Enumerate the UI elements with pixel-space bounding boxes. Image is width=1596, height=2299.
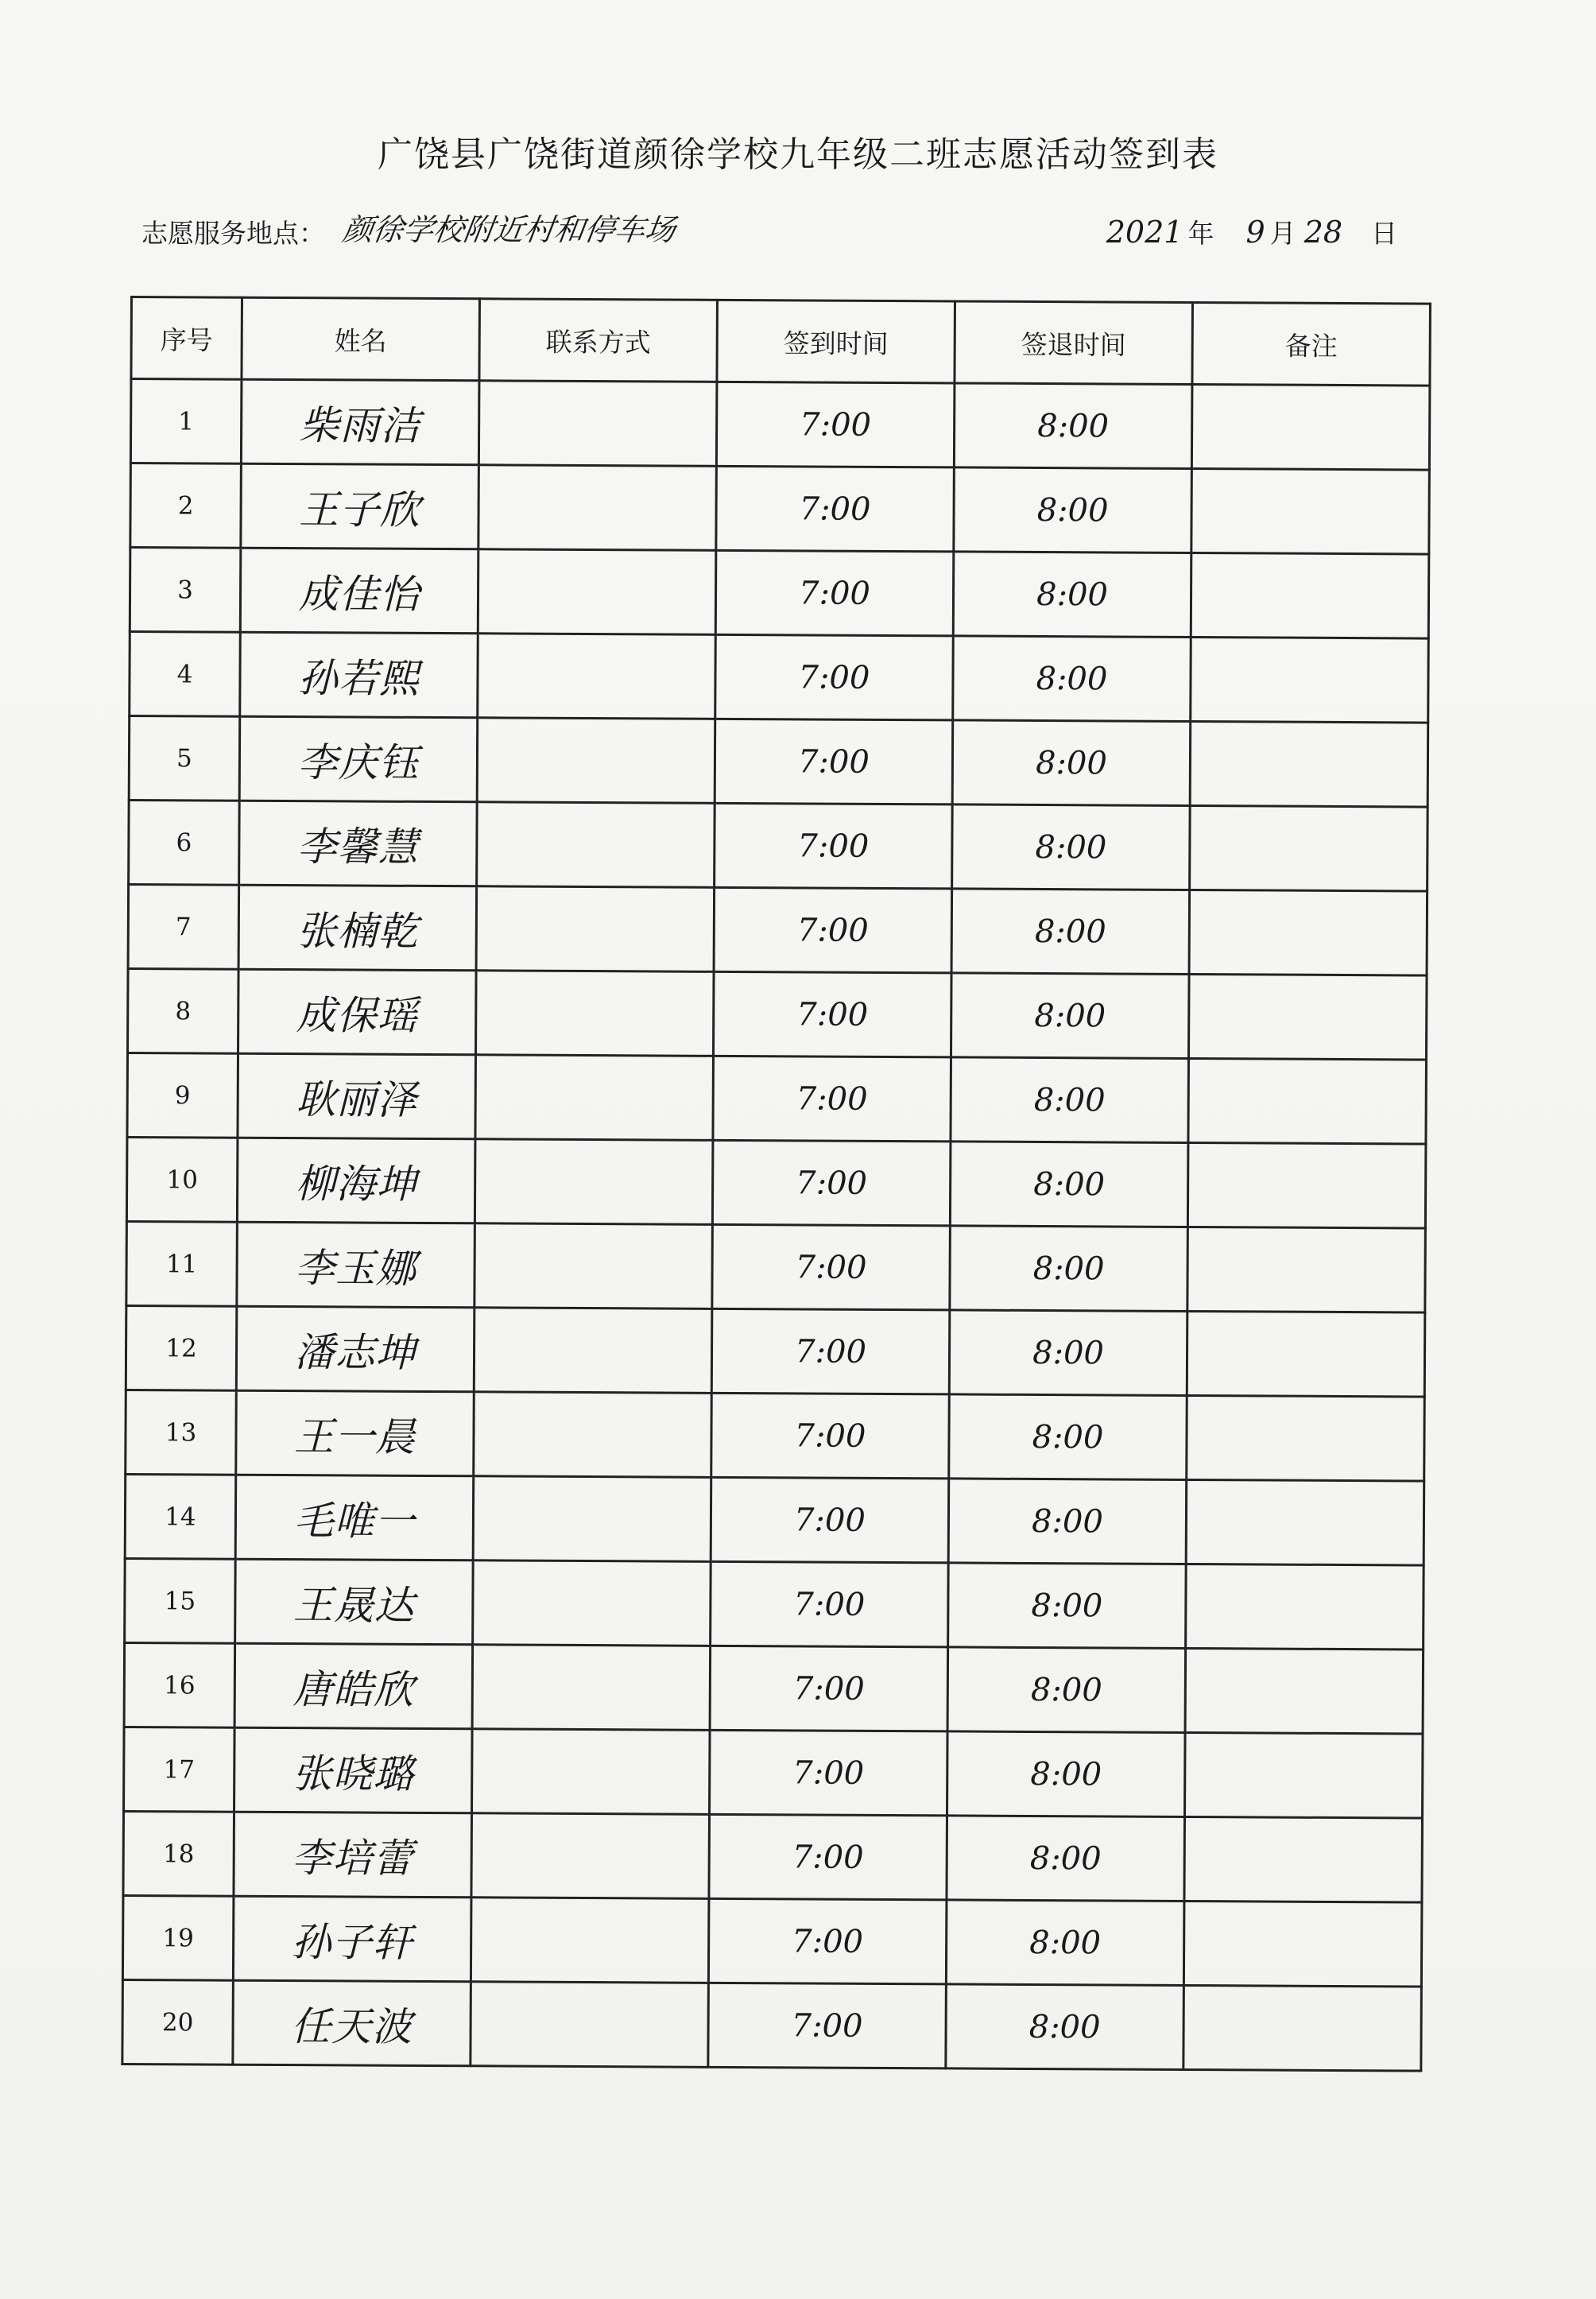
contact-info (477, 802, 715, 888)
participant-name: 李培蕾 (234, 1812, 472, 1898)
contact-info (475, 1055, 714, 1141)
row-number: 13 (126, 1390, 237, 1475)
sign-out-time: 8:00 (948, 1479, 1187, 1564)
row-number: 20 (122, 1979, 234, 2064)
row-number: 6 (129, 800, 240, 885)
sign-in-time: 7:00 (714, 971, 952, 1057)
row-number: 17 (124, 1727, 235, 1812)
row-number: 2 (130, 463, 242, 549)
table-body (122, 379, 1430, 2072)
note-cell (1190, 721, 1428, 807)
participant-name: 李庆钰 (239, 716, 478, 802)
note-cell (1187, 1142, 1426, 1228)
sign-out-time: 8:00 (954, 467, 1192, 553)
table-row (128, 884, 1427, 975)
contact-info (471, 1898, 709, 1983)
contact-info (478, 381, 717, 467)
row-number: 3 (130, 548, 241, 633)
table-row (129, 716, 1428, 808)
participant-name: 耿丽泽 (238, 1053, 476, 1139)
sign-out-time: 8:00 (949, 1310, 1187, 1396)
note-cell (1186, 1564, 1424, 1650)
contact-info (477, 718, 715, 804)
participant-name: 张晓璐 (234, 1727, 473, 1813)
row-number: 16 (124, 1642, 235, 1727)
sign-in-time: 7:00 (712, 1224, 951, 1310)
date-day: 28 (1304, 215, 1342, 250)
table-row (129, 800, 1428, 891)
note-cell (1191, 384, 1430, 470)
attendance-table (121, 296, 1431, 2072)
participant-name: 李玉娜 (237, 1222, 475, 1308)
contact-info (478, 465, 717, 551)
note-cell (1191, 468, 1430, 554)
table-header-row (131, 297, 1431, 386)
table-row (123, 1811, 1423, 1902)
row-number: 14 (125, 1474, 236, 1559)
contact-info (473, 1476, 711, 1562)
sign-in-time: 7:00 (711, 1561, 949, 1647)
participant-name: 柴雨洁 (241, 379, 479, 465)
date-year-label: 年 (1187, 218, 1214, 249)
location-label: 志愿服务地点： (141, 218, 325, 249)
location-value: 颜徐学校附近村和停车场 (340, 212, 678, 247)
participant-name: 王子欣 (241, 463, 479, 549)
participant-name: 成佳怡 (240, 548, 478, 634)
sign-out-time: 8:00 (947, 1647, 1186, 1733)
sign-out-time: 8:00 (946, 1900, 1184, 1986)
note-cell (1189, 890, 1427, 975)
table-row (124, 1727, 1424, 1818)
sign-out-time: 8:00 (950, 1226, 1188, 1312)
sign-out-time: 8:00 (952, 804, 1191, 890)
participant-name: 毛唯一 (235, 1475, 474, 1560)
sign-out-time: 8:00 (946, 1984, 1184, 2070)
sign-in-time: 7:00 (716, 466, 955, 552)
date-month-label: 月 (1269, 218, 1296, 249)
sign-out-time: 8:00 (951, 1057, 1189, 1143)
sign-out-time: 8:00 (951, 889, 1190, 975)
table-row (130, 379, 1430, 471)
sign-in-time: 7:00 (713, 1056, 951, 1142)
participant-name: 柳海坤 (237, 1138, 475, 1223)
participant-name: 张楠乾 (238, 885, 477, 971)
row-number: 4 (130, 632, 241, 717)
note-cell (1187, 1395, 1425, 1481)
table-row (122, 1895, 1422, 1987)
note-cell (1188, 1058, 1427, 1144)
sign-out-time: 8:00 (949, 1394, 1187, 1480)
sign-in-time: 7:00 (710, 1646, 948, 1731)
sign-out-time: 8:00 (953, 636, 1191, 722)
participant-name: 成保瑶 (238, 969, 477, 1055)
participant-name: 孙若熙 (240, 632, 478, 718)
sign-in-time: 7:00 (710, 1730, 948, 1816)
note-cell (1183, 1901, 1422, 1987)
note-cell (1191, 552, 1429, 638)
table-row (125, 1558, 1424, 1650)
participant-name: 潘志坤 (236, 1306, 475, 1392)
participant-name: 任天波 (233, 1980, 471, 2066)
table-row (130, 548, 1429, 639)
sign-out-time: 8:00 (952, 720, 1191, 806)
contact-info (472, 1645, 711, 1731)
contact-info (474, 1308, 712, 1394)
row-number: 8 (128, 968, 239, 1053)
contact-info (476, 886, 715, 972)
note-cell (1187, 1311, 1425, 1397)
sign-out-time: 8:00 (951, 973, 1189, 1059)
note-cell (1190, 805, 1428, 891)
page-title: 广饶县广饶街道颜徐学校九年级二班志愿活动签到表 (378, 134, 1218, 175)
row-number: 1 (130, 379, 242, 464)
table-row (130, 632, 1429, 723)
contact-info (474, 1392, 712, 1478)
note-cell (1183, 1985, 1422, 2071)
table-row (126, 1221, 1426, 1312)
table-row (126, 1305, 1425, 1397)
row-number: 9 (127, 1053, 238, 1138)
sign-in-time: 7:00 (715, 803, 953, 889)
date (1098, 213, 1397, 250)
contact-info (471, 1982, 709, 2068)
sign-out-time: 8:00 (948, 1563, 1187, 1649)
sign-in-time: 7:00 (708, 1983, 947, 2068)
sign-out-time: 8:00 (953, 552, 1191, 638)
date-day-label: 日 (1371, 218, 1397, 249)
sign-in-time: 7:00 (715, 719, 953, 804)
contact-info (476, 971, 715, 1056)
note-cell (1186, 1479, 1424, 1565)
sign-in-time: 7:00 (712, 1140, 951, 1226)
note-cell (1185, 1648, 1424, 1734)
sign-in-time: 7:00 (714, 887, 952, 973)
sign-in-time: 7:00 (716, 382, 955, 467)
sign-in-time: 7:00 (711, 1308, 950, 1394)
sign-out-time: 8:00 (947, 1816, 1185, 1902)
header-sign-in-time: 签到时间 (717, 300, 955, 383)
contact-info (478, 634, 716, 719)
row-number: 5 (129, 716, 240, 801)
sign-in-time: 7:00 (711, 1393, 950, 1479)
participant-name: 孙子轩 (233, 1896, 471, 1982)
sign-in-time: 7:00 (715, 550, 954, 636)
row-number: 18 (123, 1811, 234, 1896)
table-row (126, 1390, 1425, 1481)
header-name: 姓名 (242, 297, 480, 381)
sign-out-time: 8:00 (954, 383, 1192, 469)
table-row (130, 463, 1430, 555)
sign-in-time: 7:00 (709, 1814, 947, 1900)
contact-info (478, 549, 716, 635)
sign-in-time: 7:00 (711, 1477, 949, 1563)
row-number: 10 (126, 1137, 238, 1222)
row-number: 12 (126, 1305, 237, 1390)
participant-name: 李馨慧 (239, 801, 478, 886)
sign-in-time: 7:00 (715, 634, 954, 720)
header-number: 序号 (131, 297, 242, 380)
sign-out-time: 8:00 (950, 1142, 1188, 1227)
contact-info (471, 1813, 710, 1899)
note-cell (1188, 974, 1427, 1060)
contact-info (475, 1223, 713, 1309)
table-row (122, 1979, 1422, 2071)
contact-info (472, 1729, 711, 1815)
table-row (124, 1642, 1424, 1734)
note-cell (1184, 1816, 1423, 1902)
contact-info (475, 1139, 713, 1225)
contact-info (473, 1560, 711, 1646)
table-row (128, 968, 1427, 1060)
note-cell (1191, 637, 1429, 723)
header-contact: 联系方式 (479, 299, 718, 382)
row-number: 7 (128, 884, 239, 969)
row-number: 15 (125, 1558, 236, 1643)
date-month: 9 (1245, 215, 1265, 250)
row-number: 19 (122, 1895, 234, 1980)
participant-name: 王一晨 (236, 1390, 475, 1476)
row-number: 11 (126, 1221, 238, 1306)
sign-in-time: 7:00 (708, 1898, 947, 1984)
table-row (127, 1053, 1427, 1144)
note-cell (1187, 1227, 1426, 1312)
participant-name: 王晟达 (235, 1559, 474, 1645)
table-row (125, 1474, 1424, 1565)
date-year: 2021 (1106, 215, 1183, 250)
sign-out-time: 8:00 (947, 1731, 1186, 1817)
header-sign-out-time: 签退时间 (955, 301, 1193, 385)
table-row (126, 1137, 1426, 1228)
header-note: 备注 (1192, 302, 1431, 386)
note-cell (1184, 1732, 1423, 1818)
participant-name: 唐皓欣 (234, 1643, 473, 1729)
